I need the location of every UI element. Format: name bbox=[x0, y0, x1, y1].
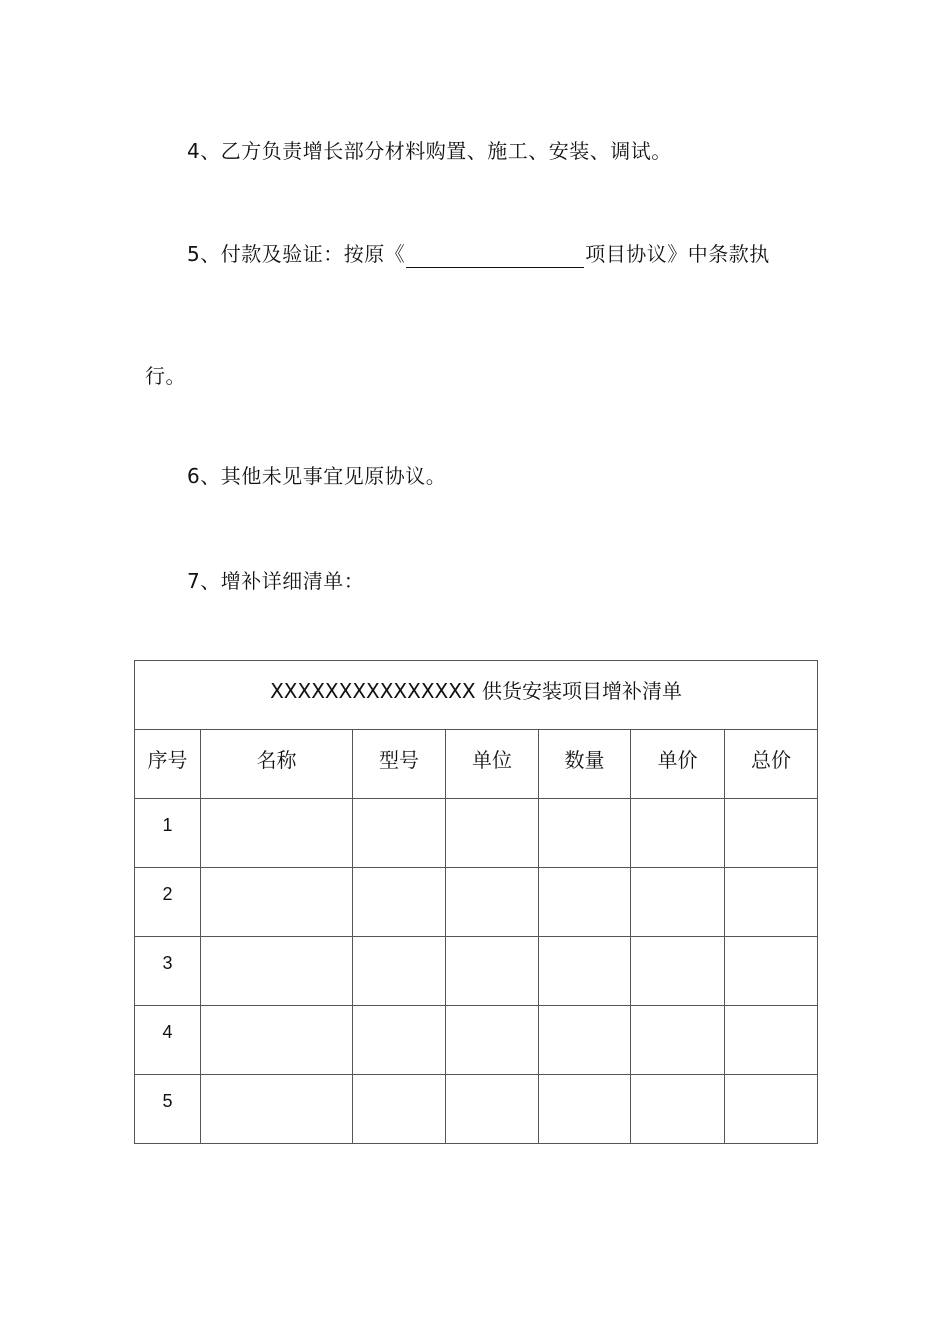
cell-model bbox=[353, 868, 446, 937]
cell-quantity bbox=[539, 799, 631, 868]
cell-quantity bbox=[539, 868, 631, 937]
cell-total-price bbox=[725, 868, 818, 937]
cell-name bbox=[201, 937, 353, 1006]
cell-unit bbox=[446, 937, 539, 1006]
cell-total-price bbox=[725, 1006, 818, 1075]
table-caption: XXXXXXXXXXXXXXX 供货安装项目增补清单 bbox=[135, 661, 818, 730]
header-unit: 单位 bbox=[446, 730, 539, 799]
cell-unit-price bbox=[631, 1006, 725, 1075]
clause-5 bbox=[187, 240, 770, 268]
cell-unit bbox=[446, 799, 539, 868]
header-quantity: 数量 bbox=[539, 730, 631, 799]
row-index: 4 bbox=[135, 1006, 201, 1075]
project-name-blank bbox=[406, 245, 584, 268]
cell-unit bbox=[446, 1075, 539, 1144]
header-total-price: 总价 bbox=[725, 730, 818, 799]
cell-total-price bbox=[725, 1075, 818, 1144]
table-caption-row bbox=[135, 661, 818, 730]
row-index: 3 bbox=[135, 937, 201, 1006]
cell-model bbox=[353, 799, 446, 868]
cell-name bbox=[201, 799, 353, 868]
table-row bbox=[135, 937, 818, 1006]
cell-total-price bbox=[725, 799, 818, 868]
clause-6: 6、其他未见事宜见原协议。 bbox=[187, 464, 447, 488]
cell-model bbox=[353, 1075, 446, 1144]
cell-quantity bbox=[539, 937, 631, 1006]
cell-unit-price bbox=[631, 868, 725, 937]
cell-name bbox=[201, 1006, 353, 1075]
table-row bbox=[135, 1075, 818, 1144]
cell-total-price bbox=[725, 937, 818, 1006]
clause-5-suffix: 项目协议》中条款执 bbox=[585, 242, 770, 266]
table-row bbox=[135, 799, 818, 868]
row-index: 5 bbox=[135, 1075, 201, 1144]
cell-unit-price bbox=[631, 937, 725, 1006]
header-name: 名称 bbox=[201, 730, 353, 799]
header-index: 序号 bbox=[135, 730, 201, 799]
row-index: 2 bbox=[135, 868, 201, 937]
row-index: 1 bbox=[135, 799, 201, 868]
clause-7: 7、增补详细清单： bbox=[187, 569, 365, 593]
clause-4: 4、乙方负责增长部分材料购置、施工、安装、调试。 bbox=[187, 139, 672, 163]
cell-name bbox=[201, 1075, 353, 1144]
cell-model bbox=[353, 937, 446, 1006]
cell-unit bbox=[446, 868, 539, 937]
cell-name bbox=[201, 868, 353, 937]
cell-quantity bbox=[539, 1006, 631, 1075]
clause-5-prefix: 5、付款及验证：按原《 bbox=[187, 242, 406, 266]
clause-5-continuation: 行。 bbox=[145, 364, 186, 388]
supplement-list-table bbox=[134, 660, 818, 1144]
cell-unit bbox=[446, 1006, 539, 1075]
cell-unit-price bbox=[631, 799, 725, 868]
table-header-row bbox=[135, 730, 818, 799]
table-row bbox=[135, 868, 818, 937]
table-row bbox=[135, 1006, 818, 1075]
cell-unit-price bbox=[631, 1075, 725, 1144]
cell-quantity bbox=[539, 1075, 631, 1144]
header-unit-price: 单价 bbox=[631, 730, 725, 799]
cell-model bbox=[353, 1006, 446, 1075]
header-model: 型号 bbox=[353, 730, 446, 799]
